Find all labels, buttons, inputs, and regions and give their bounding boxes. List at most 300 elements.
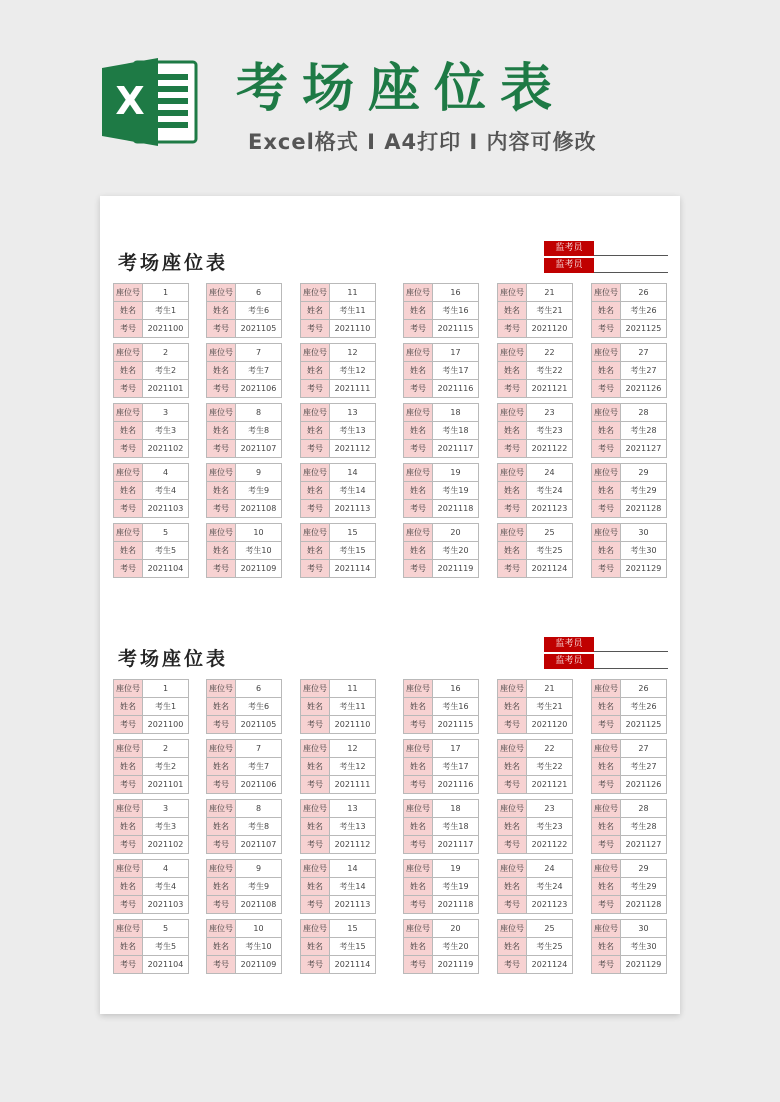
student-name-value[interactable]: 考生30	[621, 542, 667, 560]
seat-number-value[interactable]: 13	[330, 800, 376, 818]
exam-number-value[interactable]: 2021100	[143, 716, 189, 734]
seat-number-value[interactable]: 15	[330, 920, 376, 938]
seat-number-value[interactable]: 10	[236, 920, 282, 938]
seat-number-value[interactable]: 14	[330, 464, 376, 482]
seat-number-value[interactable]: 13	[330, 404, 376, 422]
exam-number-value[interactable]: 2021107	[236, 836, 282, 854]
student-name-label: 姓名	[592, 758, 621, 776]
student-name-value[interactable]: 考生5	[143, 542, 189, 560]
exam-number-value[interactable]: 2021114	[330, 956, 376, 974]
student-name-value[interactable]: 考生19	[433, 482, 479, 500]
exam-number-label: 考号	[114, 836, 143, 854]
invigilator-row-2[interactable]	[544, 258, 668, 273]
exam-number-label: 考号	[498, 836, 527, 854]
student-name-label: 姓名	[404, 422, 433, 440]
student-name-value[interactable]: 考生17	[433, 758, 479, 776]
seat-number-label: 座位号	[404, 464, 433, 482]
seat-number-label: 座位号	[592, 920, 621, 938]
student-name-label: 姓名	[498, 422, 527, 440]
student-name-label: 姓名	[207, 758, 236, 776]
exam-number-value[interactable]: 2021115	[433, 320, 479, 338]
student-name-value[interactable]: 考生26	[621, 698, 667, 716]
exam-number-value[interactable]: 2021104	[143, 956, 189, 974]
seat-number-value[interactable]: 9	[236, 464, 282, 482]
seat-number-value[interactable]: 15	[330, 524, 376, 542]
seat-card	[497, 403, 573, 458]
exam-number-value[interactable]: 2021106	[236, 380, 282, 398]
student-name-value[interactable]: 考生15	[330, 938, 376, 956]
student-name-value[interactable]: 考生5	[143, 938, 189, 956]
student-name-label: 姓名	[207, 698, 236, 716]
student-name-value[interactable]: 考生4	[143, 482, 189, 500]
student-name-value[interactable]: 考生4	[143, 878, 189, 896]
exam-number-value[interactable]: 2021112	[330, 836, 376, 854]
seat-number-value[interactable]: 1	[143, 680, 189, 698]
seat-number-value[interactable]: 30	[621, 524, 667, 542]
seat-card	[206, 343, 282, 398]
seat-number-value[interactable]: 8	[236, 800, 282, 818]
student-name-label: 姓名	[404, 302, 433, 320]
seat-number-value[interactable]: 24	[527, 860, 573, 878]
seat-card	[113, 283, 189, 338]
seat-number-value[interactable]: 16	[433, 284, 479, 302]
seat-number-label: 座位号	[404, 920, 433, 938]
student-name-label: 姓名	[498, 698, 527, 716]
seat-number-value[interactable]: 2	[143, 344, 189, 362]
exam-number-label: 考号	[301, 500, 330, 518]
seat-number-label: 座位号	[114, 404, 143, 422]
seat-number-label: 座位号	[498, 404, 527, 422]
exam-number-value[interactable]: 2021113	[330, 500, 376, 518]
exam-number-value[interactable]: 2021119	[433, 560, 479, 578]
student-name-value[interactable]: 考生6	[236, 698, 282, 716]
student-name-value[interactable]: 考生29	[621, 482, 667, 500]
seat-number-label: 座位号	[498, 284, 527, 302]
exam-number-value[interactable]: 2021126	[621, 380, 667, 398]
student-name-value[interactable]: 考生22	[527, 758, 573, 776]
student-name-label: 姓名	[404, 758, 433, 776]
seat-card	[403, 343, 479, 398]
student-name-label: 姓名	[498, 758, 527, 776]
student-name-value[interactable]: 考生2	[143, 362, 189, 380]
student-name-value[interactable]: 考生11	[330, 698, 376, 716]
student-name-label: 姓名	[114, 482, 143, 500]
exam-number-value[interactable]: 2021128	[621, 500, 667, 518]
student-name-value[interactable]: 考生9	[236, 878, 282, 896]
seat-number-label: 座位号	[498, 860, 527, 878]
exam-number-label: 考号	[498, 440, 527, 458]
invigilator-row-1[interactable]	[544, 637, 668, 652]
exam-number-value[interactable]: 2021102	[143, 836, 189, 854]
seat-number-value[interactable]: 27	[621, 740, 667, 758]
exam-number-value[interactable]: 2021102	[143, 440, 189, 458]
seat-number-value[interactable]: 24	[527, 464, 573, 482]
student-name-value[interactable]: 考生26	[621, 302, 667, 320]
exam-number-label: 考号	[301, 776, 330, 794]
seat-number-label: 座位号	[301, 344, 330, 362]
seat-card	[403, 283, 479, 338]
seat-card	[113, 343, 189, 398]
student-name-value[interactable]: 考生3	[143, 422, 189, 440]
invigilator-row-1[interactable]	[544, 241, 668, 256]
exam-number-value[interactable]: 2021117	[433, 440, 479, 458]
seat-number-value[interactable]: 23	[527, 800, 573, 818]
exam-number-label: 考号	[498, 956, 527, 974]
seat-number-label: 座位号	[114, 740, 143, 758]
student-name-value[interactable]: 考生15	[330, 542, 376, 560]
student-name-label: 姓名	[207, 818, 236, 836]
exam-number-value[interactable]: 2021121	[527, 776, 573, 794]
seat-number-value[interactable]: 28	[621, 800, 667, 818]
seat-number-label: 座位号	[301, 740, 330, 758]
seat-number-value[interactable]: 12	[330, 344, 376, 362]
exam-number-value[interactable]: 2021127	[621, 440, 667, 458]
exam-number-value[interactable]: 2021112	[330, 440, 376, 458]
exam-number-value[interactable]: 2021105	[236, 320, 282, 338]
student-name-value[interactable]: 考生6	[236, 302, 282, 320]
student-name-value[interactable]: 考生19	[433, 878, 479, 896]
exam-number-value[interactable]: 2021111	[330, 380, 376, 398]
seat-number-value[interactable]: 17	[433, 344, 479, 362]
seat-card	[300, 919, 376, 974]
student-name-value[interactable]: 考生30	[621, 938, 667, 956]
student-name-value[interactable]: 考生24	[527, 482, 573, 500]
student-name-value[interactable]: 考生12	[330, 758, 376, 776]
seat-number-value[interactable]: 19	[433, 860, 479, 878]
student-name-label: 姓名	[404, 818, 433, 836]
seat-card	[497, 799, 573, 854]
seat-number-value[interactable]: 14	[330, 860, 376, 878]
student-name-value[interactable]: 考生10	[236, 542, 282, 560]
seat-number-value[interactable]: 25	[527, 524, 573, 542]
student-name-value[interactable]: 考生22	[527, 362, 573, 380]
student-name-value[interactable]: 考生12	[330, 362, 376, 380]
exam-number-label: 考号	[207, 500, 236, 518]
exam-number-value[interactable]: 2021110	[330, 716, 376, 734]
seat-number-value[interactable]: 5	[143, 920, 189, 938]
exam-number-label: 考号	[114, 440, 143, 458]
student-name-value[interactable]: 考生1	[143, 698, 189, 716]
exam-number-label: 考号	[498, 380, 527, 398]
student-name-value[interactable]: 考生14	[330, 878, 376, 896]
seat-card	[403, 919, 479, 974]
seat-number-value[interactable]: 12	[330, 740, 376, 758]
student-name-value[interactable]: 考生28	[621, 818, 667, 836]
seat-card	[300, 343, 376, 398]
exam-number-value[interactable]: 2021118	[433, 896, 479, 914]
student-name-label: 姓名	[301, 302, 330, 320]
seat-number-value[interactable]: 20	[433, 524, 479, 542]
seat-number-value[interactable]: 28	[621, 404, 667, 422]
exam-number-value[interactable]: 2021117	[433, 836, 479, 854]
invigilator-row-2[interactable]	[544, 654, 668, 669]
student-name-label: 姓名	[301, 878, 330, 896]
seat-number-value[interactable]: 21	[527, 680, 573, 698]
exam-number-value[interactable]: 2021113	[330, 896, 376, 914]
student-name-label: 姓名	[301, 758, 330, 776]
seat-number-value[interactable]: 26	[621, 680, 667, 698]
seat-card	[113, 679, 189, 734]
exam-number-value[interactable]: 2021120	[527, 320, 573, 338]
seat-number-value[interactable]: 16	[433, 680, 479, 698]
seat-card	[113, 739, 189, 794]
exam-number-value[interactable]: 2021109	[236, 560, 282, 578]
student-name-value[interactable]: 考生28	[621, 422, 667, 440]
seat-number-value[interactable]: 6	[236, 680, 282, 698]
exam-number-value[interactable]: 2021119	[433, 956, 479, 974]
seat-number-label: 座位号	[498, 680, 527, 698]
student-name-label: 姓名	[498, 938, 527, 956]
exam-number-value[interactable]: 2021122	[527, 440, 573, 458]
exam-number-value[interactable]: 2021124	[527, 560, 573, 578]
student-name-value[interactable]: 考生10	[236, 938, 282, 956]
student-name-label: 姓名	[404, 698, 433, 716]
exam-number-label: 考号	[301, 836, 330, 854]
seat-card	[591, 343, 667, 398]
seat-number-label: 座位号	[498, 800, 527, 818]
student-name-value[interactable]: 考生18	[433, 422, 479, 440]
student-name-value[interactable]: 考生25	[527, 938, 573, 956]
invigilator-label: 监考员	[544, 258, 594, 273]
student-name-label: 姓名	[114, 422, 143, 440]
exam-number-value[interactable]: 2021118	[433, 500, 479, 518]
seat-card	[403, 859, 479, 914]
seat-number-value[interactable]: 29	[621, 464, 667, 482]
exam-number-value[interactable]: 2021111	[330, 776, 376, 794]
seat-number-value[interactable]: 11	[330, 680, 376, 698]
student-name-value[interactable]: 考生27	[621, 758, 667, 776]
seat-number-label: 座位号	[404, 404, 433, 422]
exam-number-label: 考号	[207, 836, 236, 854]
student-name-value[interactable]: 考生29	[621, 878, 667, 896]
student-name-value[interactable]: 考生23	[527, 422, 573, 440]
exam-number-value[interactable]: 2021109	[236, 956, 282, 974]
seat-number-value[interactable]: 25	[527, 920, 573, 938]
seat-number-value[interactable]: 4	[143, 860, 189, 878]
student-name-value[interactable]: 考生20	[433, 542, 479, 560]
exam-number-label: 考号	[301, 560, 330, 578]
section-title: 考场座位表	[118, 252, 229, 274]
student-name-label: 姓名	[404, 542, 433, 560]
student-name-value[interactable]: 考生13	[330, 422, 376, 440]
seat-number-value[interactable]: 3	[143, 800, 189, 818]
student-name-label: 姓名	[498, 362, 527, 380]
seat-number-label: 座位号	[404, 284, 433, 302]
student-name-label: 姓名	[114, 938, 143, 956]
student-name-value[interactable]: 考生24	[527, 878, 573, 896]
exam-number-value[interactable]: 2021124	[527, 956, 573, 974]
seat-number-label: 座位号	[404, 800, 433, 818]
student-name-value[interactable]: 考生11	[330, 302, 376, 320]
exam-number-value[interactable]: 2021129	[621, 956, 667, 974]
student-name-value[interactable]: 考生17	[433, 362, 479, 380]
exam-number-value[interactable]: 2021103	[143, 896, 189, 914]
exam-number-value[interactable]: 2021125	[621, 320, 667, 338]
exam-number-value[interactable]: 2021110	[330, 320, 376, 338]
invigilator-signature-line[interactable]	[594, 272, 668, 273]
exam-number-value[interactable]: 2021105	[236, 716, 282, 734]
student-name-value[interactable]: 考生16	[433, 302, 479, 320]
seat-number-value[interactable]: 18	[433, 800, 479, 818]
student-name-value[interactable]: 考生3	[143, 818, 189, 836]
excel-logo-letter: X	[115, 79, 145, 123]
student-name-label: 姓名	[207, 302, 236, 320]
student-name-value[interactable]: 考生21	[527, 698, 573, 716]
exam-number-value[interactable]: 2021115	[433, 716, 479, 734]
exam-number-value[interactable]: 2021125	[621, 716, 667, 734]
exam-number-label: 考号	[498, 896, 527, 914]
seat-card	[300, 739, 376, 794]
seat-card	[113, 463, 189, 518]
student-name-value[interactable]: 考生20	[433, 938, 479, 956]
seat-number-value[interactable]: 19	[433, 464, 479, 482]
seat-number-value[interactable]: 22	[527, 344, 573, 362]
seat-number-value[interactable]: 23	[527, 404, 573, 422]
exam-number-value[interactable]: 2021123	[527, 896, 573, 914]
exam-number-label: 考号	[404, 776, 433, 794]
student-name-value[interactable]: 考生14	[330, 482, 376, 500]
seat-number-label: 座位号	[207, 404, 236, 422]
seat-number-label: 座位号	[207, 800, 236, 818]
seat-card	[113, 919, 189, 974]
seat-number-label: 座位号	[301, 284, 330, 302]
seat-card	[403, 799, 479, 854]
seat-number-value[interactable]: 2	[143, 740, 189, 758]
student-name-label: 姓名	[404, 878, 433, 896]
exam-number-value[interactable]: 2021122	[527, 836, 573, 854]
seat-number-value[interactable]: 4	[143, 464, 189, 482]
exam-number-value[interactable]: 2021101	[143, 776, 189, 794]
seat-number-value[interactable]: 20	[433, 920, 479, 938]
exam-number-value[interactable]: 2021127	[621, 836, 667, 854]
student-name-label: 姓名	[114, 362, 143, 380]
seat-number-value[interactable]: 21	[527, 284, 573, 302]
exam-number-value[interactable]: 2021101	[143, 380, 189, 398]
seat-number-label: 座位号	[207, 464, 236, 482]
exam-number-value[interactable]: 2021121	[527, 380, 573, 398]
seat-card	[113, 799, 189, 854]
student-name-value[interactable]: 考生16	[433, 698, 479, 716]
student-name-label: 姓名	[301, 362, 330, 380]
student-name-value[interactable]: 考生8	[236, 818, 282, 836]
student-name-value[interactable]: 考生8	[236, 422, 282, 440]
student-name-label: 姓名	[498, 542, 527, 560]
seat-number-label: 座位号	[301, 800, 330, 818]
exam-number-value[interactable]: 2021129	[621, 560, 667, 578]
student-name-value[interactable]: 考生7	[236, 758, 282, 776]
seat-card	[113, 523, 189, 578]
student-name-label: 姓名	[592, 422, 621, 440]
exam-number-value[interactable]: 2021108	[236, 500, 282, 518]
student-name-value[interactable]: 考生9	[236, 482, 282, 500]
exam-number-label: 考号	[207, 896, 236, 914]
student-name-label: 姓名	[404, 938, 433, 956]
seat-number-label: 座位号	[207, 284, 236, 302]
exam-number-value[interactable]: 2021107	[236, 440, 282, 458]
exam-number-value[interactable]: 2021100	[143, 320, 189, 338]
exam-number-value[interactable]: 2021104	[143, 560, 189, 578]
seat-number-value[interactable]: 8	[236, 404, 282, 422]
exam-number-label: 考号	[301, 716, 330, 734]
seat-card	[206, 799, 282, 854]
student-name-label: 姓名	[592, 542, 621, 560]
seat-number-value[interactable]: 7	[236, 344, 282, 362]
student-name-value[interactable]: 考生1	[143, 302, 189, 320]
student-name-label: 姓名	[498, 818, 527, 836]
student-name-value[interactable]: 考生23	[527, 818, 573, 836]
seat-number-value[interactable]: 7	[236, 740, 282, 758]
seat-number-value[interactable]: 18	[433, 404, 479, 422]
exam-number-value[interactable]: 2021128	[621, 896, 667, 914]
seat-number-value[interactable]: 29	[621, 860, 667, 878]
student-name-label: 姓名	[498, 482, 527, 500]
seat-number-value[interactable]: 11	[330, 284, 376, 302]
seat-number-value[interactable]: 3	[143, 404, 189, 422]
seat-number-label: 座位号	[114, 284, 143, 302]
exam-number-value[interactable]: 2021108	[236, 896, 282, 914]
seat-card	[497, 859, 573, 914]
exam-number-label: 考号	[114, 956, 143, 974]
seat-number-label: 座位号	[592, 464, 621, 482]
exam-number-value[interactable]: 2021120	[527, 716, 573, 734]
seat-card	[206, 919, 282, 974]
exam-number-label: 考号	[592, 776, 621, 794]
seat-number-value[interactable]: 10	[236, 524, 282, 542]
exam-number-value[interactable]: 2021103	[143, 500, 189, 518]
seat-number-value[interactable]: 9	[236, 860, 282, 878]
exam-number-value[interactable]: 2021123	[527, 500, 573, 518]
seat-number-value[interactable]: 26	[621, 284, 667, 302]
exam-number-value[interactable]: 2021116	[433, 776, 479, 794]
invigilator-signature-line[interactable]	[594, 255, 668, 256]
student-name-label: 姓名	[207, 422, 236, 440]
exam-number-label: 考号	[207, 560, 236, 578]
student-name-value[interactable]: 考生13	[330, 818, 376, 836]
seat-number-value[interactable]: 6	[236, 284, 282, 302]
exam-number-value[interactable]: 2021106	[236, 776, 282, 794]
invigilator-signature-line[interactable]	[594, 651, 668, 652]
student-name-value[interactable]: 考生27	[621, 362, 667, 380]
seat-card	[591, 283, 667, 338]
student-name-value[interactable]: 考生7	[236, 362, 282, 380]
student-name-value[interactable]: 考生2	[143, 758, 189, 776]
seat-number-value[interactable]: 27	[621, 344, 667, 362]
exam-number-value[interactable]: 2021116	[433, 380, 479, 398]
invigilator-signature-line[interactable]	[594, 668, 668, 669]
student-name-value[interactable]: 考生25	[527, 542, 573, 560]
seat-number-value[interactable]: 17	[433, 740, 479, 758]
student-name-label: 姓名	[301, 818, 330, 836]
seat-number-value[interactable]: 1	[143, 284, 189, 302]
exam-number-label: 考号	[207, 440, 236, 458]
seat-number-value[interactable]: 5	[143, 524, 189, 542]
student-name-value[interactable]: 考生21	[527, 302, 573, 320]
exam-number-label: 考号	[404, 440, 433, 458]
exam-number-value[interactable]: 2021114	[330, 560, 376, 578]
seating-section-1	[100, 196, 680, 573]
exam-number-label: 考号	[592, 320, 621, 338]
seat-number-label: 座位号	[207, 344, 236, 362]
invigilator-label: 监考员	[544, 654, 594, 669]
student-name-label: 姓名	[592, 362, 621, 380]
student-name-value[interactable]: 考生18	[433, 818, 479, 836]
seat-card	[591, 919, 667, 974]
student-name-label: 姓名	[498, 302, 527, 320]
seat-number-label: 座位号	[404, 680, 433, 698]
seat-number-value[interactable]: 22	[527, 740, 573, 758]
seat-number-value[interactable]: 30	[621, 920, 667, 938]
exam-number-value[interactable]: 2021126	[621, 776, 667, 794]
